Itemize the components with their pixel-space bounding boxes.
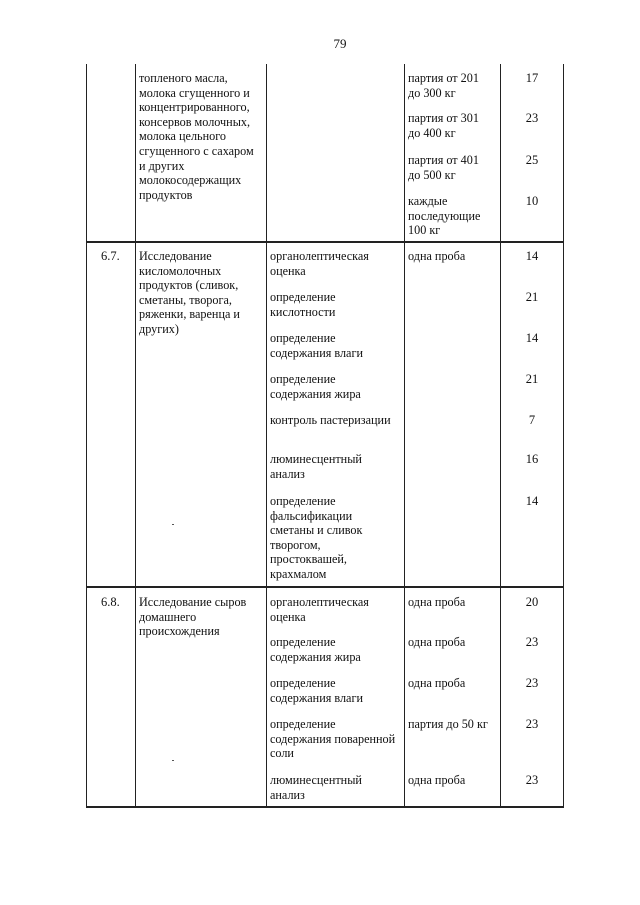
- test-name: определение содержания жира: [270, 372, 361, 401]
- batch-size-cell: партия от 301 до 400 кг: [408, 111, 479, 140]
- test-name: определение кислотности: [270, 290, 336, 319]
- price-value: 25: [525, 153, 539, 167]
- price-value: 23: [525, 773, 539, 787]
- batch-size-cell: партия от 201 до 300 кг: [408, 71, 479, 100]
- scan-speck: [172, 524, 174, 525]
- batch-size-cell: одна проба: [408, 249, 466, 263]
- row-name: Исследование кисломолочных продуктов (сливок, сметаны, творога, ряженки, варенца и других): [139, 249, 240, 336]
- price-value: 23: [525, 717, 539, 731]
- test-name: органолептическая оценка: [270, 249, 369, 278]
- table-column-divider: [266, 64, 267, 806]
- price-value: 21: [525, 290, 539, 304]
- row-number: 6.7.: [101, 249, 120, 263]
- batch-size-cell: одна проба: [408, 635, 466, 649]
- batch-size-cell: каждые последующие 100 кг: [408, 194, 481, 238]
- row-divider: [86, 241, 564, 243]
- price-value: 14: [525, 331, 539, 345]
- table-column-divider: [500, 64, 501, 806]
- row-number: 6.8.: [101, 595, 120, 609]
- row-name: Исследование сыров домашнего происхождения: [139, 595, 247, 639]
- price-value: 17: [525, 71, 539, 85]
- price-value: 20: [525, 595, 539, 609]
- table-border-right: [563, 64, 564, 806]
- test-name: определение содержания влаги: [270, 331, 363, 360]
- table-column-divider: [404, 64, 405, 806]
- batch-size-cell: одна проба: [408, 595, 466, 609]
- test-name: люминесцентный анализ: [270, 452, 362, 481]
- table-column-divider: [135, 64, 136, 806]
- price-value: 23: [525, 676, 539, 690]
- batch-size-cell: одна проба: [408, 773, 466, 787]
- price-value: 14: [525, 494, 539, 508]
- test-name: контроль пастеризации: [270, 413, 391, 427]
- test-name: определение фальсификации сметаны и сливок творогом, простоквашей, крахмалом: [270, 494, 363, 581]
- batch-size-cell: партия от 401 до 500 кг: [408, 153, 479, 182]
- scan-speck: [172, 760, 174, 761]
- page-number: 79: [333, 36, 347, 51]
- price-value: 23: [525, 111, 539, 125]
- batch-size-cell: партия до 50 кг: [408, 717, 488, 731]
- test-name: определение содержания жира: [270, 635, 361, 664]
- row-divider: [86, 586, 564, 588]
- price-value: 16: [525, 452, 539, 466]
- table-border-left: [86, 64, 87, 806]
- batch-size-cell: одна проба: [408, 676, 466, 690]
- test-name: определение содержания поваренной соли: [270, 717, 396, 761]
- table-border-bottom: [86, 806, 564, 808]
- test-name: определение содержания влаги: [270, 676, 363, 705]
- price-value: 14: [525, 249, 539, 263]
- row-name-continued: топленого масла, молока сгущенного и концентрированного, консервов молочных, молока цельного сгущенного с сахаром и других молокосодержащих продуктов: [139, 71, 254, 202]
- test-name: органолептическая оценка: [270, 595, 369, 624]
- price-value: 21: [525, 372, 539, 386]
- price-value: 7: [528, 413, 536, 427]
- price-value: 23: [525, 635, 539, 649]
- price-value: 10: [525, 194, 539, 208]
- test-name: люминесцентный анализ: [270, 773, 362, 802]
